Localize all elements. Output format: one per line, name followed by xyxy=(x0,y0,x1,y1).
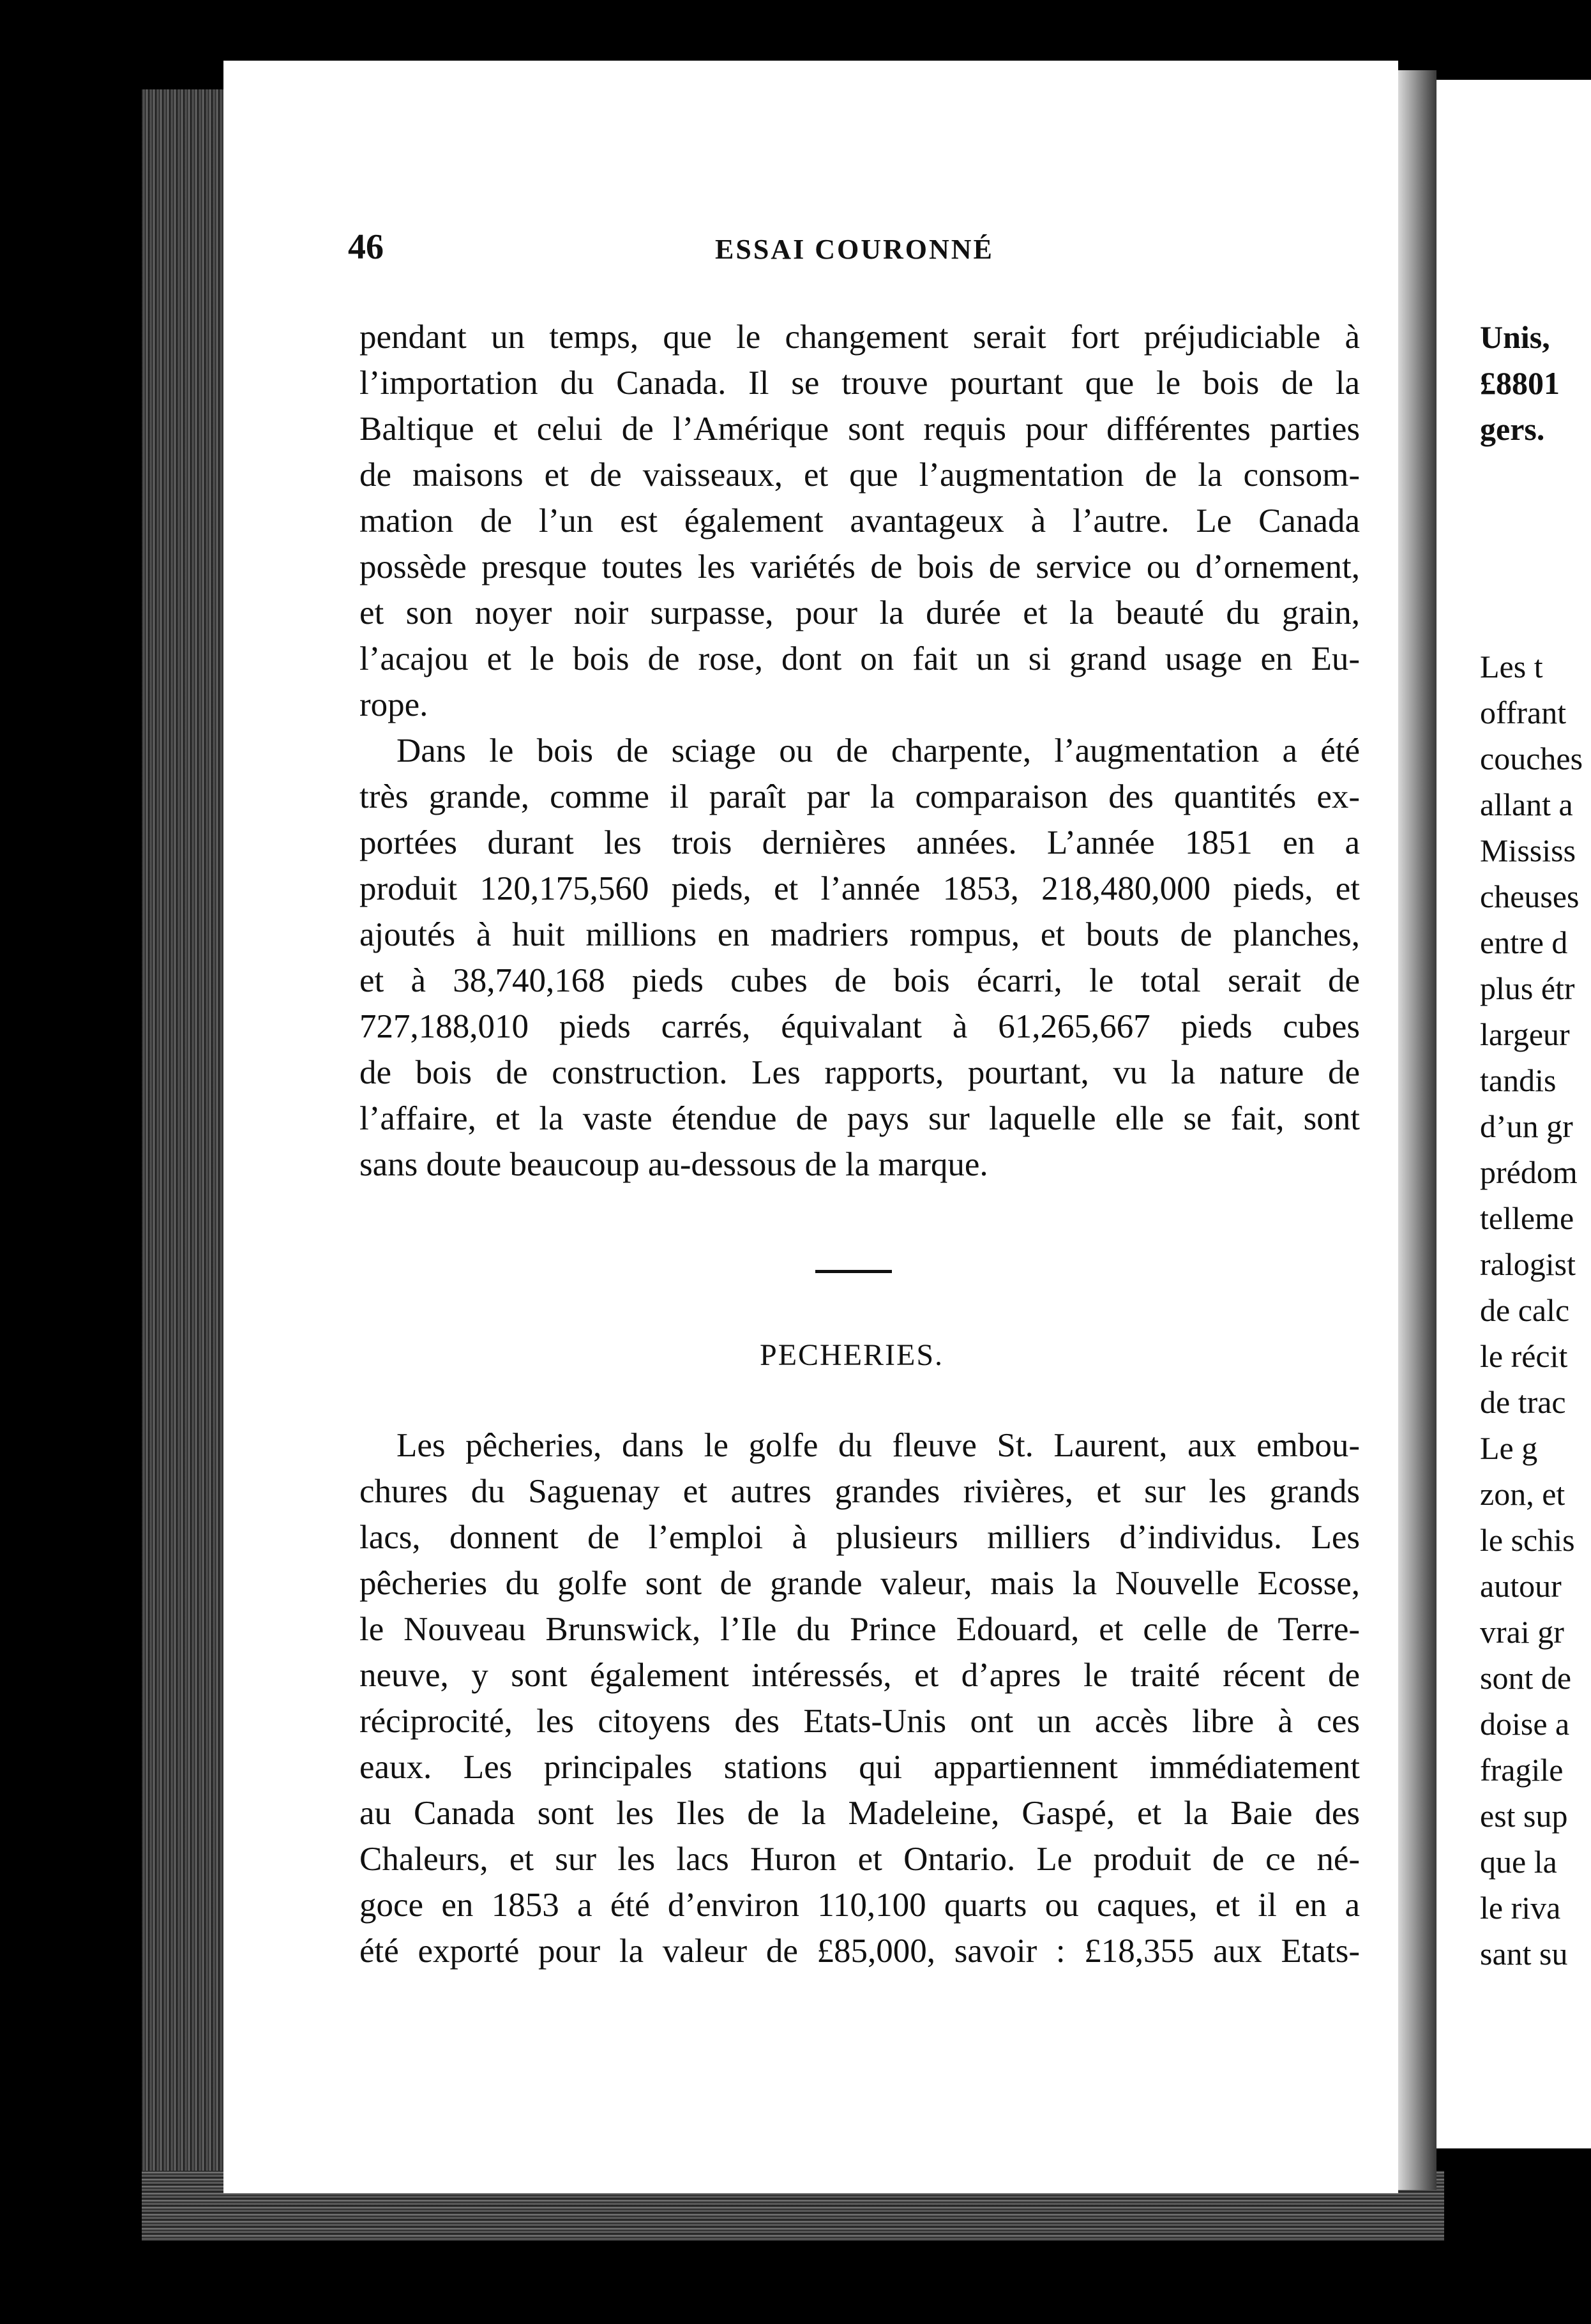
facing-text-line: tandis xyxy=(1480,1062,1557,1098)
facing-text-line: Le g xyxy=(1480,1430,1538,1466)
text-line: Baltique et celui de l’Amérique sont requis pour différentes parties xyxy=(359,411,1360,448)
text-line: portées durant les trois dernières années. L’année 1851 en a xyxy=(359,824,1360,861)
facing-page-body-text xyxy=(1480,644,1591,1977)
facing-text-line: autour xyxy=(1480,1568,1562,1604)
text-line: eaux. Les principales stations qui appartiennent immédiatement xyxy=(359,1749,1360,1786)
facing-text-line: ralogist xyxy=(1480,1246,1576,1282)
facing-text-line: sont de xyxy=(1480,1660,1572,1696)
facing-text-line: cheuses xyxy=(1480,879,1580,914)
text-line: possède presque toutes les variétés de bois de service ou d’ornement, xyxy=(359,548,1360,585)
text-line: Chaleurs, et sur les lacs Huron et Ontario. Le produit de ce né- xyxy=(359,1841,1360,1878)
facing-page-top-text xyxy=(1480,314,1591,452)
facing-text-line: le schis xyxy=(1480,1522,1575,1558)
text-line: de maisons et de vaisseaux, et que l’augmentation de la consom- xyxy=(359,456,1360,494)
text-line: pêcheries du golfe sont de grande valeur, mais la Nouvelle Ecosse, xyxy=(359,1565,1360,1602)
facing-text-line: que la xyxy=(1480,1844,1557,1880)
facing-text-line: gers. xyxy=(1480,411,1545,447)
text-line: très grande, comme il paraît par la comparaison des quantités ex- xyxy=(359,778,1360,815)
facing-text-line: plus étr xyxy=(1480,970,1575,1006)
page-number: 46 xyxy=(348,227,384,267)
facing-text-line: prédom xyxy=(1480,1154,1578,1190)
facing-text-line: de trac xyxy=(1480,1384,1566,1420)
facing-text-line: est sup xyxy=(1480,1798,1568,1834)
facing-text-line: offrant xyxy=(1480,695,1567,730)
text-line: chures du Saguenay et autres grandes rivières, et sur les grands xyxy=(359,1473,1360,1510)
gutter-shadow xyxy=(1398,70,1436,2190)
facing-text-line: zon, et xyxy=(1480,1476,1565,1512)
facing-text-line: Unis, xyxy=(1480,319,1550,355)
text-line: réciprocité, les citoyens des Etats-Unis ont un accès libre à ces xyxy=(359,1703,1360,1740)
facing-text-line: allant a xyxy=(1480,787,1573,822)
facing-text-line: £8801 xyxy=(1480,365,1560,401)
text-line: pendant un temps, que le changement serait fort préjudiciable à xyxy=(359,319,1360,356)
facing-text-line: entre d xyxy=(1480,924,1568,960)
text-line: au Canada sont les Iles de la Madeleine, Gaspé, et la Baie des xyxy=(359,1795,1360,1832)
facing-text-line: Mississ xyxy=(1480,833,1576,868)
text-line: et son noyer noir surpasse, pour la durée et la beauté du grain, xyxy=(359,594,1360,631)
text-line: ajoutés à huit millions en madriers rompus, et bouts de planches, xyxy=(359,916,1360,953)
facing-text-line: Les t xyxy=(1480,649,1543,684)
text-line: l’importation du Canada. Il se trouve pourtant que le bois de la xyxy=(359,365,1360,402)
text-line: mation de l’un est également avantageux à l’autre. Le Canada xyxy=(359,502,1360,540)
section-body-text xyxy=(359,1422,1360,1974)
facing-text-line: de calc xyxy=(1480,1292,1570,1328)
text-line: lacs, donnent de l’emploi à plusieurs milliers d’individus. Les xyxy=(359,1519,1360,1556)
text-line: neuve, y sont également intéressés, et d’apres le traité récent de xyxy=(359,1657,1360,1694)
text-line: été exporté pour la valeur de £85,000, savoir : £18,355 aux Etats- xyxy=(359,1933,1360,1970)
facing-text-line: sant su xyxy=(1480,1936,1568,1972)
text-line: de bois de construction. Les rapports, pourtant, vu la nature de xyxy=(359,1054,1360,1091)
facing-text-line: vrai gr xyxy=(1480,1614,1564,1650)
text-line: Dans le bois de sciage ou de charpente, l’augmentation a été xyxy=(396,732,1360,769)
facing-text-line: largeur xyxy=(1480,1016,1570,1052)
text-line: produit 120,175,560 pieds, et l’année 1853, 218,480,000 pieds, et xyxy=(359,870,1360,907)
text-line: l’acajou et le bois de rose, dont on fait un si grand usage en Eu- xyxy=(359,640,1360,677)
text-line: le Nouveau Brunswick, l’Ile du Prince Edouard, et celle de Terre- xyxy=(359,1611,1360,1648)
book-page-edges xyxy=(142,89,231,2228)
section-divider xyxy=(815,1270,892,1273)
facing-text-line: le récit xyxy=(1480,1338,1568,1374)
facing-text-line: d’un gr xyxy=(1480,1108,1573,1144)
facing-text-line: le riva xyxy=(1480,1890,1561,1926)
text-line: Les pêcheries, dans le golfe du fleuve St. Laurent, aux embou- xyxy=(396,1427,1360,1464)
facing-text-line: telleme xyxy=(1480,1200,1574,1236)
section-heading: PECHERIES. xyxy=(760,1338,944,1372)
facing-text-line: doise a xyxy=(1480,1706,1570,1742)
text-line: l’affaire, et la vaste étendue de pays sur laquelle elle se fait, sont xyxy=(359,1100,1360,1137)
facing-text-line: fragile xyxy=(1480,1752,1564,1788)
page-title: ESSAI COURONNÉ xyxy=(715,234,994,265)
running-head xyxy=(348,227,1360,271)
facing-text-line: couches xyxy=(1480,741,1583,776)
text-line: sans doute beaucoup au-dessous de la marque. xyxy=(359,1146,988,1183)
text-line: rope. xyxy=(359,686,428,723)
body-text xyxy=(359,314,1360,1188)
text-line: et à 38,740,168 pieds cubes de bois écarri, le total serait de xyxy=(359,962,1360,999)
text-line: 727,188,010 pieds carrés, équivalant à 61,265,667 pieds cubes xyxy=(359,1008,1360,1045)
text-line: goce en 1853 a été d’environ 110,100 quarts ou caques, et il en a xyxy=(359,1887,1360,1924)
